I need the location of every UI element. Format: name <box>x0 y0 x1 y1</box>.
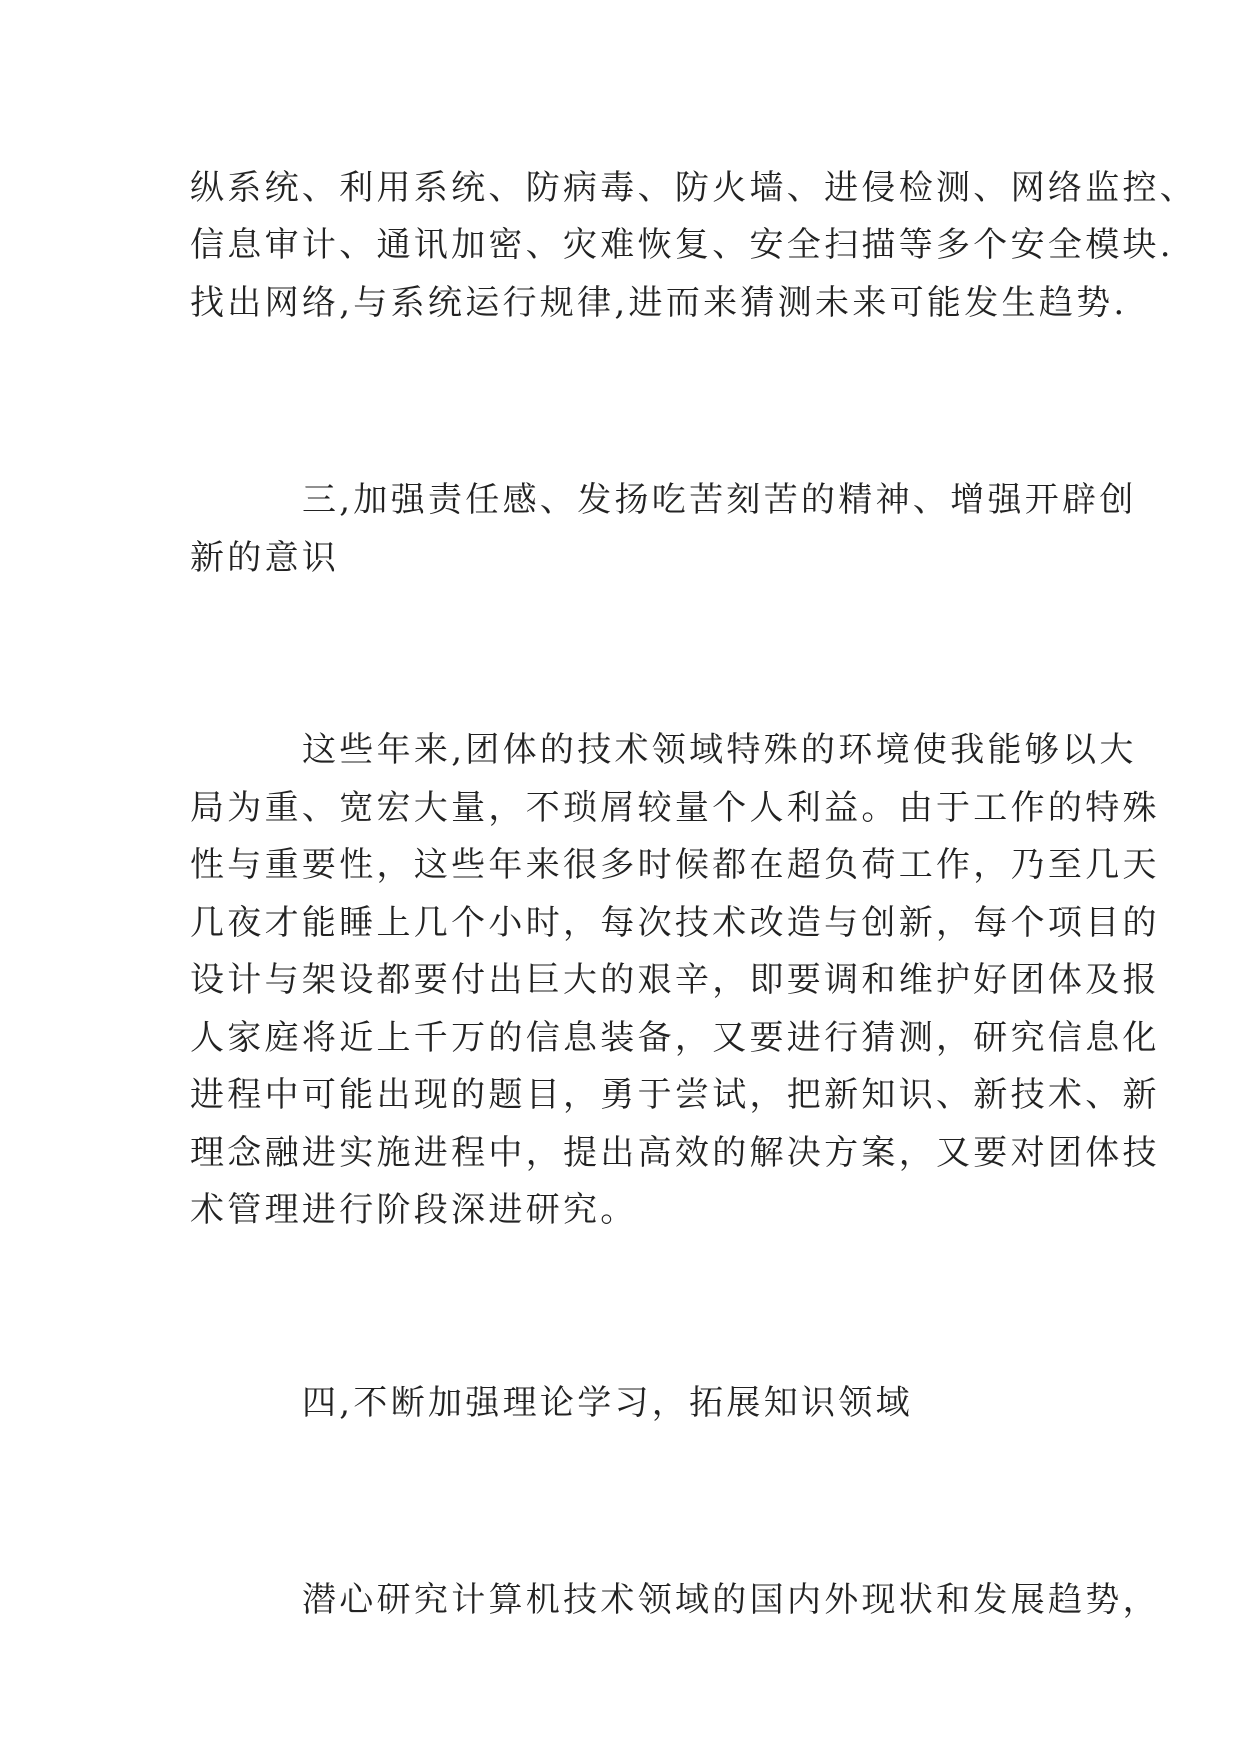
paragraph-line: 设计与架设都要付出巨大的艰辛，即要调和维护好团体及报 <box>190 960 1160 1000</box>
paragraph-line: 性与重要性，这些年来很多时候都在超负荷工作，乃至几天 <box>190 845 1160 885</box>
paragraph-line: 局为重、宽宏大量，不琐屑较量个人利益。由于工作的特殊 <box>190 788 1160 828</box>
section-heading: 四,不断加强理论学习，拓展知识领域 <box>302 1383 913 1423</box>
paragraph-line: 信息审计、通讯加密、灾难恢复、安全扫描等多个安全模块. <box>190 225 1174 265</box>
paragraph-line: 潜心研究计算机技术领域的国内外现状和发展趋势， <box>302 1580 1160 1620</box>
paragraph-line: 进程中可能出现的题目，勇于尝试，把新知识、新技术、新 <box>190 1075 1160 1115</box>
section-heading: 三,加强责任感、发扬吃苦刻苦的精神、增强开辟创 <box>302 480 1137 520</box>
section-heading-continued: 新的意识 <box>190 538 340 578</box>
paragraph-line: 术管理进行阶段深进研究。 <box>190 1190 638 1230</box>
paragraph-line: 这些年来,团体的技术领域特殊的环境使我能够以大 <box>302 730 1137 770</box>
paragraph-line: 找出网络,与系统运行规律,进而来猜测未来可能发生趋势. <box>190 283 1128 323</box>
paragraph-line: 人家庭将近上千万的信息装备，又要进行猜测，研究信息化 <box>190 1018 1160 1058</box>
paragraph-line: 纵系统、利用系统、防病毒、防火墙、进侵检测、网络监控、 <box>190 168 1198 208</box>
paragraph-line: 理念融进实施进程中，提出高效的解决方案，又要对团体技 <box>190 1133 1160 1173</box>
paragraph-line: 几夜才能睡上几个小时，每次技术改造与创新，每个项目的 <box>190 903 1160 943</box>
